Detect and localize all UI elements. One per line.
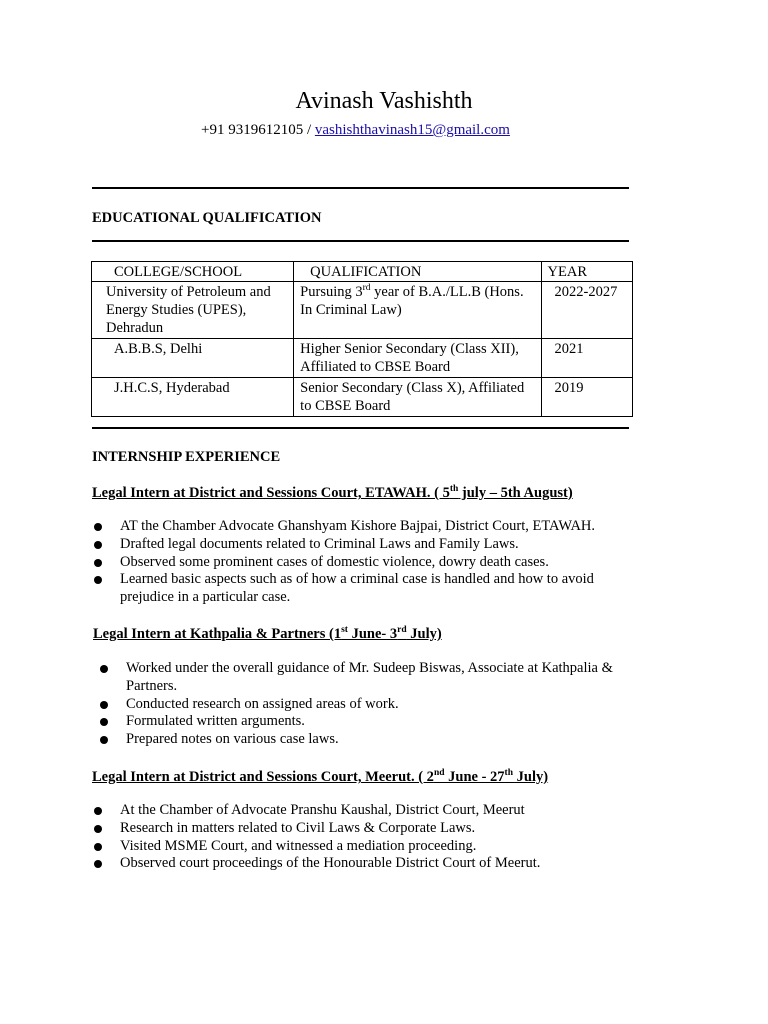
list-item: AT the Chamber Advocate Ghanshyam Kishore Bajpai, District Court, ETAWAH. [92, 518, 637, 536]
internship-section-title: INTERNSHIP EXPERIENCE [92, 449, 281, 465]
bullet-icon [94, 807, 102, 815]
list-item: Observed court proceedings of the Honourable District Court of Meerut. [92, 855, 637, 873]
list-item: Prepared notes on various case laws. [98, 731, 658, 749]
email-link[interactable]: vashishthavinash15@gmail.com [314, 122, 510, 138]
school-cell: University of Petroleum and Energy Studies (UPES), Dehradun [92, 282, 294, 339]
divider-internship [92, 427, 629, 429]
bullet-icon [94, 843, 102, 851]
internship-duties-meerut [92, 802, 637, 873]
internship-title-kathpalia: Legal Intern at Kathpalia & Partners (1st June- 3rd July) [93, 625, 442, 642]
bullet-icon [100, 665, 108, 673]
phone-number: +91 9319612105 [201, 122, 304, 138]
divider-education [92, 240, 629, 242]
year-cell: 2021 [541, 339, 632, 378]
list-item: Worked under the overall guidance of Mr. Sudeep Biswas, Associate at Kathpalia & Partners. [98, 660, 658, 696]
divider-top [92, 187, 629, 189]
bullet-icon [94, 523, 102, 531]
education-section-title: EDUCATIONAL QUALIFICATION [92, 210, 322, 226]
internship-duties-etawah [92, 518, 637, 607]
year-cell: 2019 [541, 378, 632, 417]
list-item: Visited MSME Court, and witnessed a mediation proceeding. [92, 838, 637, 856]
school-cell: J.H.C.S, Hyderabad [92, 378, 294, 417]
column-header-qualification: QUALIFICATION [294, 262, 541, 282]
qualification-cell: Higher Senior Secondary (Class XII), Affiliated to CBSE Board [294, 339, 541, 378]
bullet-icon [100, 701, 108, 709]
table-header-row [92, 262, 633, 282]
bullet-icon [94, 860, 102, 868]
bullet-icon [94, 576, 102, 584]
year-cell: 2022-2027 [541, 282, 632, 339]
bullet-icon [100, 718, 108, 726]
candidate-name: Avinash Vashishth [295, 88, 473, 114]
list-item: Observed some prominent cases of domestic violence, dowry death cases. [92, 554, 637, 572]
contact-line [201, 121, 510, 139]
list-item: At the Chamber of Advocate Pranshu Kaushal, District Court, Meerut [92, 802, 637, 820]
column-header-school: COLLEGE/SCHOOL [92, 262, 294, 282]
contact-separator: / [303, 122, 315, 138]
bullet-icon [94, 825, 102, 833]
internship-duties-kathpalia [98, 660, 658, 749]
list-item: Learned basic aspects such as of how a criminal case is handled and how to avoid prejudice in a particular case. [92, 571, 637, 607]
school-cell: A.B.B.S, Delhi [92, 339, 294, 378]
list-item: Conducted research on assigned areas of work. [98, 696, 658, 714]
table-row [92, 378, 633, 417]
bullet-icon [100, 736, 108, 744]
qualification-cell: Pursuing 3rd year of B.A./LL.B (Hons. In Criminal Law) [294, 282, 541, 339]
table-row [92, 339, 633, 378]
list-item: Drafted legal documents related to Criminal Laws and Family Laws. [92, 536, 637, 554]
qualification-cell: Senior Secondary (Class X), Affiliated to CBSE Board [294, 378, 541, 417]
list-item: Formulated written arguments. [98, 713, 658, 731]
list-item: Research in matters related to Civil Laws & Corporate Laws. [92, 820, 637, 838]
internship-title-meerut: Legal Intern at District and Sessions Court, Meerut. ( 2nd June - 27th July) [92, 768, 549, 785]
column-header-year: YEAR [541, 262, 632, 282]
bullet-icon [94, 541, 102, 549]
table-row [92, 282, 633, 339]
internship-title-etawah: Legal Intern at District and Sessions Court, ETAWAH. ( 5th july – 5th August) [92, 484, 573, 501]
bullet-icon [94, 559, 102, 567]
education-table [91, 261, 633, 417]
